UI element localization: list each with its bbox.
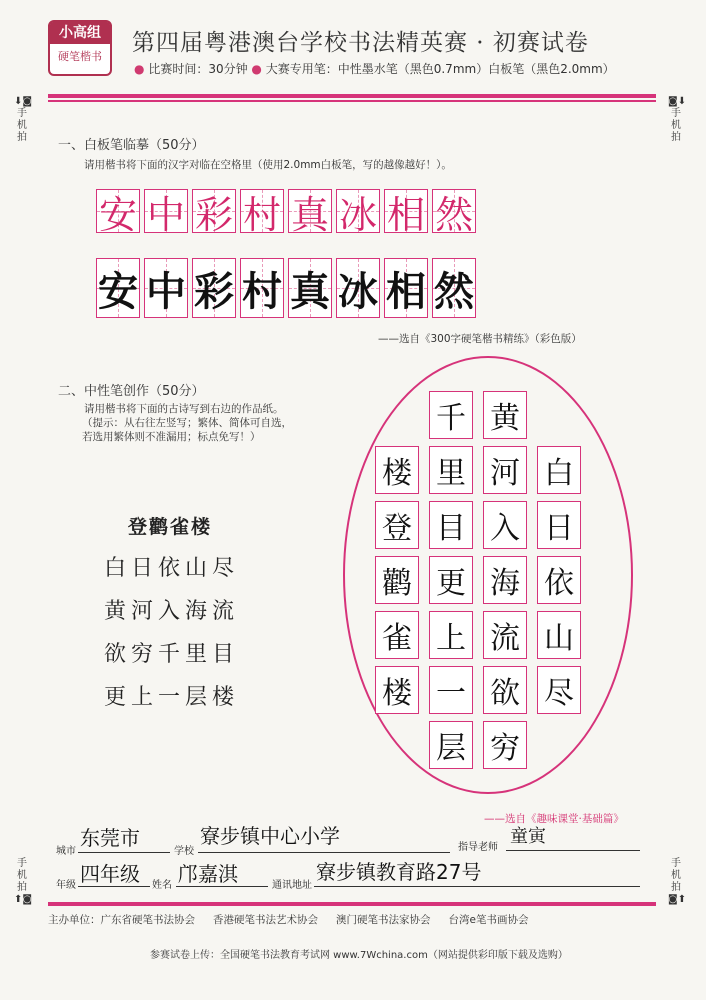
section2-instruction-1: 请用楷书将下面的古诗写到右边的作品纸。: [84, 403, 284, 415]
section2-heading: 二、中性笔创作（50分）: [58, 384, 205, 399]
bullet-icon: ●: [134, 62, 145, 76]
section1-heading: 一、白板笔临摹（50分）: [58, 138, 205, 153]
city-value[interactable]: 东莞市: [80, 826, 140, 850]
model-cell: 真: [288, 189, 332, 233]
organizer: 香港硬笔书法艺术协会: [213, 914, 318, 926]
phone-label: 手机拍: [17, 108, 27, 143]
poem-line: 白日依山尽: [104, 556, 240, 581]
pen-info: 大赛专用笔：中性墨水笔（黑色0.7mm）白板笔（黑色2.0mm）: [265, 62, 615, 76]
name-value[interactable]: 邝嘉淇: [178, 862, 238, 886]
model-row: [96, 189, 480, 237]
work-cell[interactable]: 依: [537, 556, 581, 604]
camera-icon: ◙⬆: [668, 894, 687, 905]
model-cell: 冰: [336, 189, 380, 233]
work-cell[interactable]: 楼: [375, 666, 419, 714]
school-value[interactable]: 寮步镇中心小学: [200, 824, 340, 848]
camera-icon: ◙⬇: [668, 96, 687, 107]
section1-source: ——选自《300字硬笔楷书精练》（彩色版）: [378, 333, 582, 345]
model-cell: 彩: [192, 189, 236, 233]
practice-cell[interactable]: 真: [288, 258, 332, 318]
side-label-bottom-left: [14, 858, 33, 906]
phone-label: 手机拍: [671, 858, 681, 893]
practice-cell[interactable]: 中: [144, 258, 188, 318]
model-cell: 安: [96, 189, 140, 233]
footer-rule: [48, 902, 656, 906]
work-cell[interactable]: 穷: [483, 721, 527, 769]
work-cell[interactable]: 河: [483, 446, 527, 494]
model-cell: 村: [240, 189, 284, 233]
teacher-line: [506, 850, 640, 851]
work-cell[interactable]: 一: [429, 666, 473, 714]
work-cell[interactable]: 山: [537, 611, 581, 659]
grade-label: 年级: [56, 880, 76, 891]
city-label: 城市: [56, 846, 76, 857]
address-value[interactable]: 寮步镇教育路27号: [316, 860, 482, 884]
work-cell[interactable]: 流: [483, 611, 527, 659]
level-badge: [48, 20, 112, 76]
work-cell[interactable]: 楼: [375, 446, 419, 494]
work-cell[interactable]: 更: [429, 556, 473, 604]
work-cell[interactable]: 海: [483, 556, 527, 604]
address-label: 通讯地址: [272, 880, 312, 891]
work-cell[interactable]: 白: [537, 446, 581, 494]
practice-cell[interactable]: 安: [96, 258, 140, 318]
practice-cell[interactable]: 然: [432, 258, 476, 318]
work-cell[interactable]: 尽: [537, 666, 581, 714]
badge-bottom: 硬笔楷书: [58, 50, 102, 63]
subtitle: [134, 60, 615, 77]
side-label-top-left: [14, 96, 33, 144]
practice-cell[interactable]: 村: [240, 258, 284, 318]
work-cell[interactable]: 千: [429, 391, 473, 439]
upload-info: 参赛试卷上传：全国硬笔书法教育考试网 www.7Wchina.com（网站提供彩印版下载及选购）: [150, 950, 568, 961]
side-label-top-right: [668, 96, 687, 144]
address-line: [314, 886, 640, 887]
organizers-label: 主办单位：广东省硬笔书法协会: [48, 914, 195, 926]
work-cell[interactable]: 鹳: [375, 556, 419, 604]
teacher-label: 指导老师: [458, 842, 498, 853]
school-line: [198, 852, 450, 853]
poem-title: 登鹳雀楼: [128, 516, 213, 538]
work-cell[interactable]: 黄: [483, 391, 527, 439]
section1-instruction: 请用楷书将下面的汉字对临在空格里（使用2.0mm白板笔，写的越像越好！）。: [84, 159, 452, 171]
badge-top: 小高组: [50, 22, 110, 44]
organizers: [48, 912, 528, 927]
time-info: 比赛时间：30分钟: [148, 62, 248, 76]
name-label: 姓名: [152, 880, 172, 891]
organizer: 澳门硬笔书法家协会: [336, 914, 431, 926]
section2-instruction-2: （提示：从右往左竖写；繁体、简体可自选，: [82, 417, 292, 429]
practice-cell[interactable]: 冰: [336, 258, 380, 318]
work-cell[interactable]: 层: [429, 721, 473, 769]
bullet-icon: ●: [251, 62, 262, 76]
header-rule-thin: [48, 100, 656, 102]
work-cell[interactable]: 里: [429, 446, 473, 494]
camera-icon: ⬆◙: [14, 894, 33, 905]
side-label-bottom-right: [668, 858, 687, 906]
organizer: 台湾e笔书画协会: [448, 914, 529, 926]
model-cell: 相: [384, 189, 428, 233]
section2-source: ——选自《趣味课堂·基础篇》: [484, 813, 624, 825]
school-label: 学校: [174, 846, 194, 857]
phone-label: 手机拍: [671, 108, 681, 143]
model-cell: 中: [144, 189, 188, 233]
camera-icon: ⬇◙: [14, 96, 33, 107]
header-rule: [48, 94, 656, 98]
teacher-value[interactable]: 童寅: [510, 826, 546, 847]
practice-cell[interactable]: 彩: [192, 258, 236, 318]
grade-line: [78, 886, 150, 887]
page-title: 第四届粤港澳台学校书法精英赛 · 初赛试卷: [132, 30, 589, 56]
section2-instruction-3: 若选用繁体则不准漏用；标点免写！）: [82, 431, 261, 443]
work-cell[interactable]: 登: [375, 501, 419, 549]
work-cell[interactable]: 欲: [483, 666, 527, 714]
model-cell: 然: [432, 189, 476, 233]
city-line: [78, 852, 170, 853]
work-cell[interactable]: 日: [537, 501, 581, 549]
work-cell[interactable]: 上: [429, 611, 473, 659]
work-cell[interactable]: 入: [483, 501, 527, 549]
practice-row: [96, 258, 480, 318]
practice-cell[interactable]: 相: [384, 258, 428, 318]
work-cell[interactable]: 雀: [375, 611, 419, 659]
poem-line: 黄河入海流: [104, 599, 240, 624]
grade-value[interactable]: 四年级: [80, 862, 140, 886]
poem-line: 欲穷千里目: [104, 642, 240, 667]
phone-label: 手机拍: [17, 858, 27, 893]
name-line: [176, 886, 268, 887]
poem-line: 更上一层楼: [104, 685, 240, 710]
work-cell[interactable]: 目: [429, 501, 473, 549]
